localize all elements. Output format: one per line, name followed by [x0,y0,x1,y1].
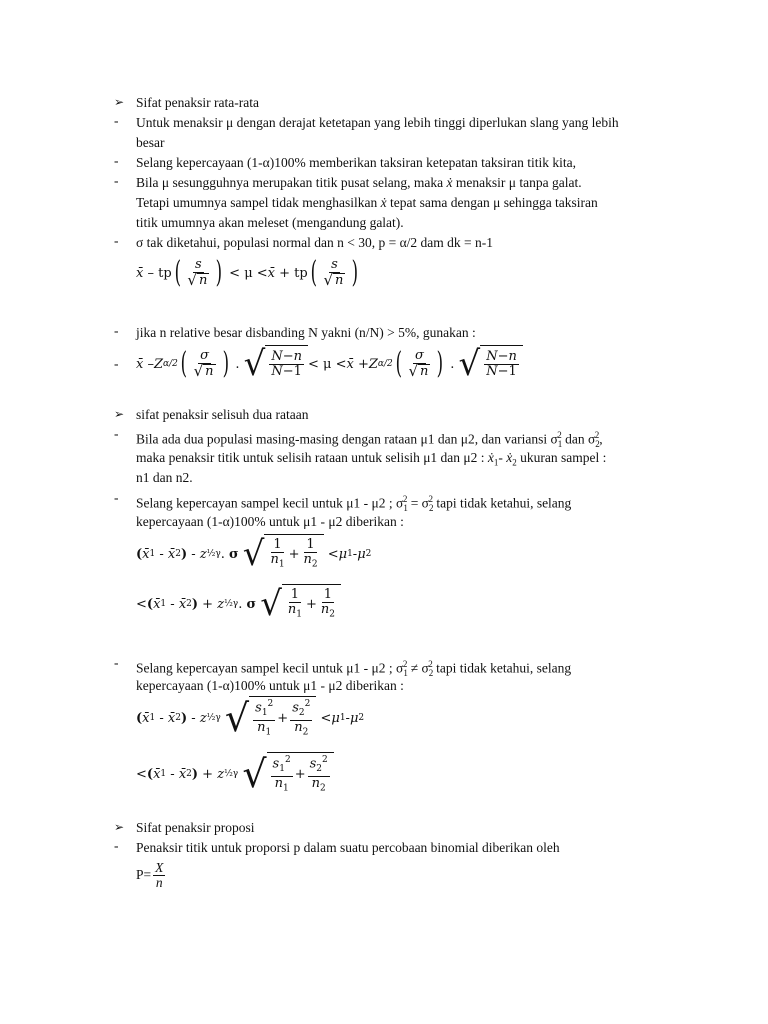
p-label: P= [136,867,152,882]
formula-proportion [136,858,167,892]
text-line: besar [136,135,165,150]
dash: - [114,356,119,371]
text-line: Selang kepercayan sampel kecil untuk μ1 - μ2 ; $\sigma_1^2 = \sigma_2^2$ tapi tidak ketahui, selang [136,494,572,514]
bullet-arrow-icon: ➢ [114,407,125,421]
dash: - [114,153,119,168]
text-line: titik umumnya akan meleset (mengandung galat). [136,215,404,230]
text-line: Tetapi umumnya sampel tidak menghasilkan ẋ tepat sama dengan μ sehingga taksiran [136,195,598,210]
bullet-arrow-icon: ➢ [114,820,125,834]
text-line: Bila ada dua populasi masing-masing dengan rataan μ1 dan μ2, dan variansi $\sigma_1^2$ dan $\sigma_2^2$, [136,430,603,450]
dash: - [114,173,119,188]
dash: - [114,113,119,128]
text-line: jika n relative besar disbanding N yakni (n/N) > 5%, gunakan : [136,325,476,340]
formula-ci-finite: x̄ – Z α/2 ( σ √ n ) . √ $\frac{N-n}{N-1}$ < μ < x̄ + Z α/2 ( σ √ n ) . √ $\frac{N-n}{N-1}$ [136,343,523,385]
dash: - [114,233,119,248]
text-line: Bila μ sesungguhnya merupakan titik pusat selang, maka ẋ menaksir μ tanpa galat. [136,175,582,190]
formula-two-mean-lower: ( x̄ 1 - x̄ 2 ) - z ½γ . σ √ $\frac{1}{n_1}$ + $\frac{1}{n_2}$ < μ 1 - μ 2 [136,534,372,574]
p-denominator: n [155,874,163,890]
text-line: Untuk menaksir μ dengan derajat ketetapan yang lebih tinggi diperlukan slang yang lebih [136,115,619,130]
text-line: Selang kepercayaan (1-α)100% memberikan taksiran ketepatan taksiran titik kita, [136,155,577,170]
formula-two-mean-upper: < ( x̄ 1 - x̄ 2 ) + z ½γ . σ √ $\frac{1}{n_1}$ + $\frac{1}{n_2}$ [136,582,341,626]
text-line: Penaksir titik untuk proporsi p dalam suatu percobaan binomial diberikan oleh [136,840,560,855]
text-line: kepercayaan (1-α)100% untuk μ1 - μ2 diberikan : [136,514,404,529]
section-heading: Sifat penaksir rata-rata [136,95,259,110]
text-line: Selang kepercayan sampel kecil untuk μ1 - μ2 ; $\sigma_1^2 \ne \sigma_2^2$ tapi tidak ketahui, selang [136,659,572,679]
dash: - [114,426,119,441]
dash: - [114,323,119,338]
dash: - [114,838,119,853]
dash: - [114,490,119,505]
p-numerator: X [155,859,164,875]
section-heading: Sifat penaksir proposi [136,820,255,835]
text-line: n1 dan n2. [136,470,193,485]
bullet-arrow-icon: ➢ [114,95,125,109]
formula-unequal-var-upper: < ( x̄ 1 - x̄ 2 ) + z ½γ √ $\frac{s_1^2}{n_1}$ + $\frac{s_2^2}{n_2}$ [136,750,334,798]
formula-unequal-var-lower: ( x̄ 1 - x̄ 2 ) - z ½γ √ $\frac{s_1^2}{n_1}$ + $\frac{s_2^2}{n_2}$ < μ 1 - μ 2 [136,696,365,740]
dash: - [114,655,119,670]
text-line: σ tak diketahui, populasi normal dan n < 30, p = α/2 dam dk = n-1 [136,235,494,250]
text-line: maka penaksir titik untuk selisih rataan untuk selisih μ1 dan μ2 : ẋ$_1$- ẋ$_2$ ukuran sampel : [136,450,607,468]
text-line: kepercayaan (1-α)100% untuk μ1 - μ2 diberikan : [136,678,404,693]
formula-ci-t: x̄ – tp ( s √ n ) < μ < x̄ + tp ( s √ n ) [136,255,359,290]
section-heading: sifat penaksir selisuh dua rataan [136,407,309,422]
